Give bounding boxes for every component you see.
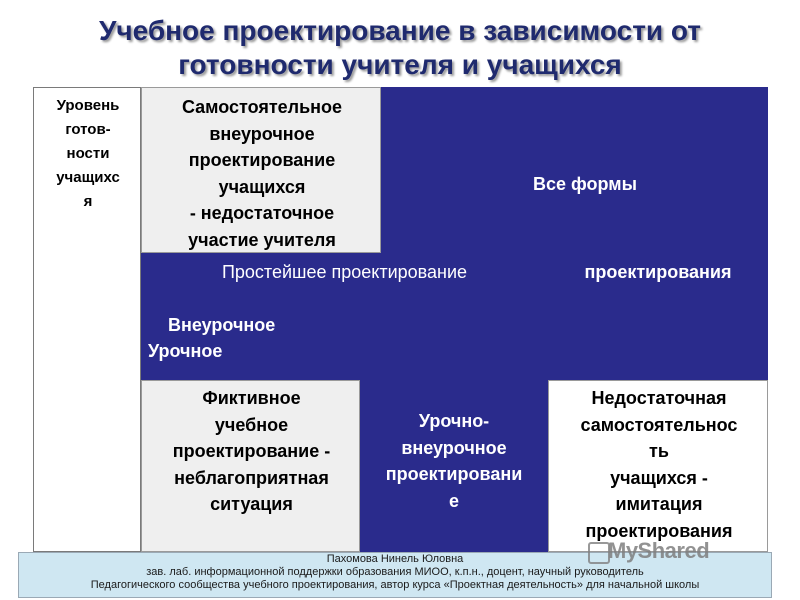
cell-line: внеурочное (209, 123, 315, 144)
cell-line: е (448, 490, 459, 511)
axis-line: учащихс (56, 169, 120, 186)
title-line-1: Учебное проектирование в зависимости от (98, 15, 702, 46)
watermark-icon (588, 542, 610, 564)
cell-line: - недостаточное (189, 203, 335, 223)
simple-design-extracurricular: Внеурочное (168, 315, 276, 335)
cell-line: ситуация (210, 494, 293, 514)
insufficient-independence-cell (548, 380, 768, 552)
axis-line: готов- (65, 121, 111, 138)
insufficient-independence-text (549, 385, 769, 544)
fictive-design-text (142, 385, 361, 518)
cell-line: внеурочное (401, 437, 507, 458)
cell-line: учащихся (218, 176, 306, 197)
independent-design-text (142, 94, 382, 253)
cell-line: самостоятельнос (580, 414, 738, 435)
cell-line: Урочно- (418, 411, 490, 431)
author-name: Пахомова Нинель Юловна (326, 553, 464, 565)
simple-design-lesson: Урочное (148, 341, 223, 361)
all-forms-label: Все формы (533, 174, 637, 194)
cell-line: проектирование - (172, 441, 331, 461)
cell-line: ть (649, 441, 669, 461)
cell-line: учащихся - (610, 467, 708, 488)
cell-line: проектирования (585, 520, 733, 541)
all-forms-label-continued: проектирования (584, 262, 732, 282)
axis-line: Уровень (56, 97, 120, 114)
axis-line: я (83, 193, 93, 210)
axis-line: ности (66, 145, 110, 162)
author-position: зав. лаб. информационной поддержки образования МИОО, к.п.н., доцент, научный руководитель (146, 566, 644, 578)
author-role: Педагогического сообщества учебного проектирования, автор курса «Проектная деятельность» для начальной школы (90, 579, 700, 591)
mixed-design-text (360, 408, 548, 514)
cell-line: Фиктивное (202, 388, 301, 408)
cell-line: учебное (214, 414, 289, 435)
fictive-design-cell (141, 380, 360, 552)
cell-line: имитация (615, 494, 703, 514)
watermark-logo: MyShared (608, 538, 710, 563)
page-title (0, 14, 800, 82)
cell-line: участие учителя (188, 229, 336, 250)
readiness-axis-label (34, 94, 142, 214)
independent-design-cell (141, 87, 381, 253)
title-line-2: готовности учителя и учащихся (178, 49, 622, 80)
cell-line: Недостаточная (591, 388, 727, 408)
readiness-axis-column (33, 87, 141, 552)
cell-line: Самостоятельное (181, 97, 343, 117)
cell-line: проектировани (385, 464, 523, 484)
cell-line: проектирование (188, 150, 336, 170)
simple-design-header: Простейшее проектирование (221, 262, 468, 282)
cell-line: неблагоприятная (174, 467, 329, 488)
